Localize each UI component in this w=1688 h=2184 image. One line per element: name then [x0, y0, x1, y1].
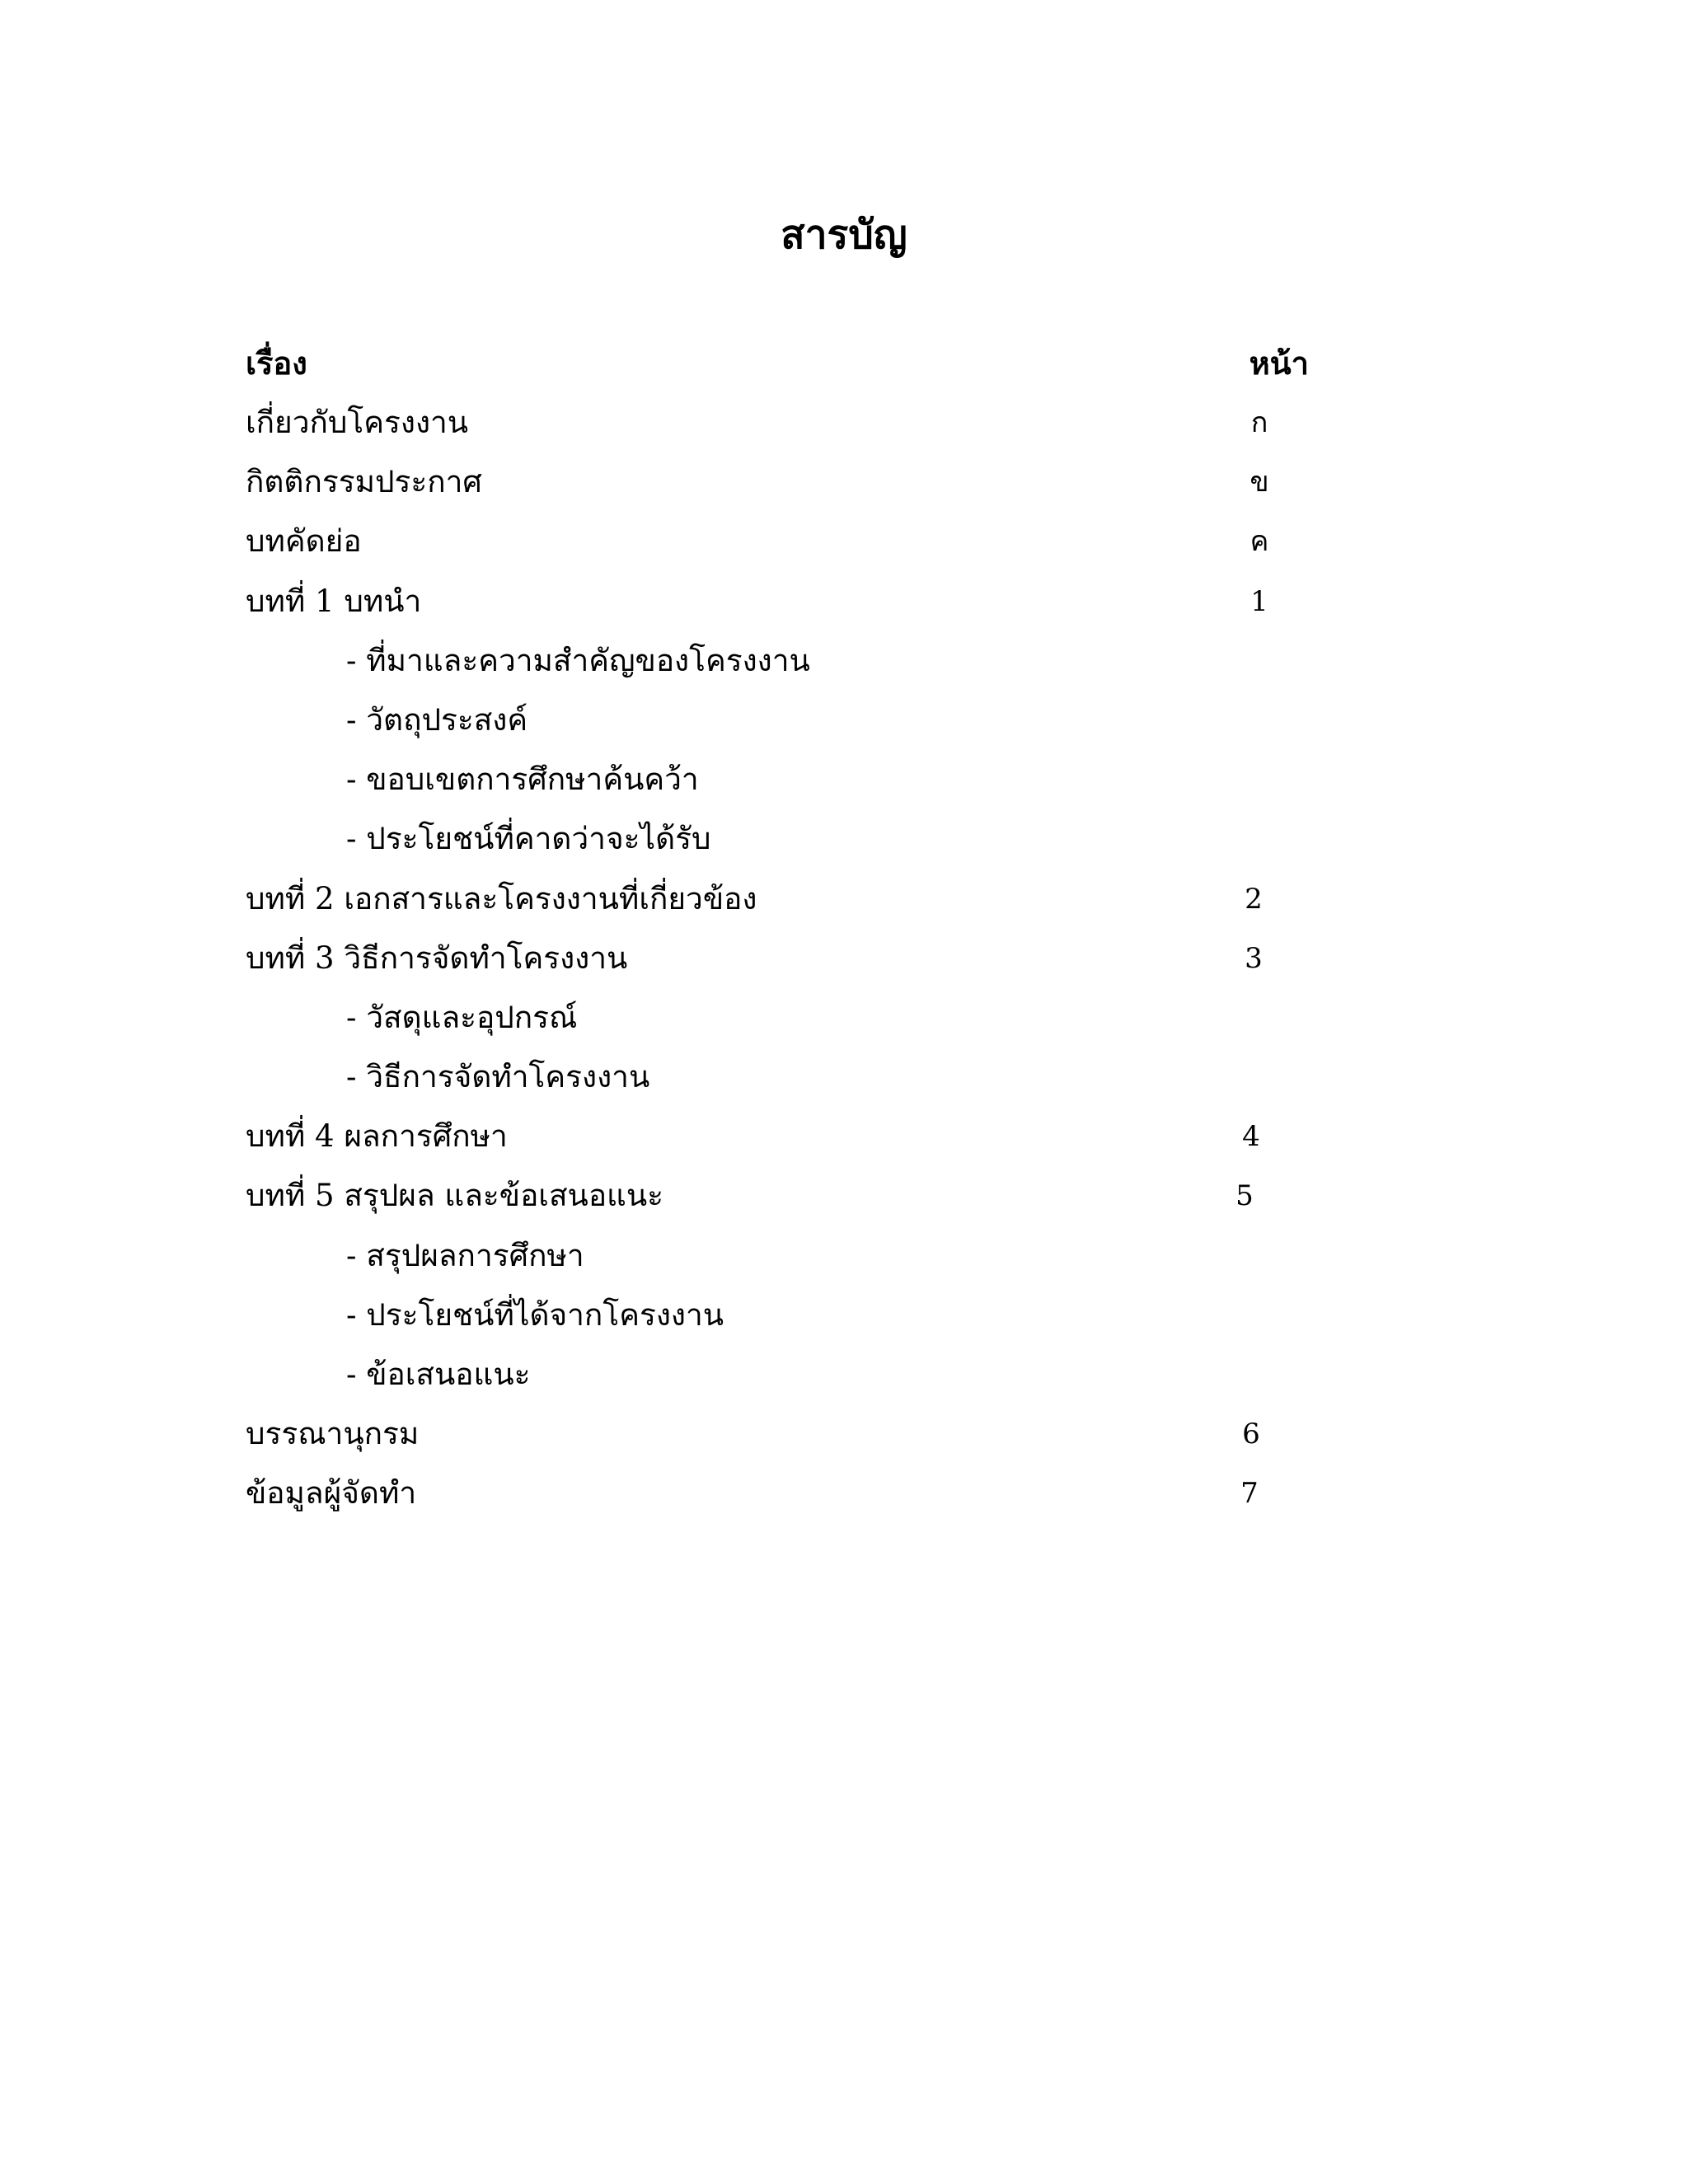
table-of-contents [246, 393, 1309, 1524]
toc-subentry-label: - ประโยชน์ที่คาดว่าจะได้รับ [346, 821, 711, 857]
toc-entry-page: 2 [1245, 882, 1263, 916]
toc-entry-page: ก [1250, 406, 1268, 439]
toc-subentry [246, 750, 1309, 809]
toc-entry-label: บทที่ 4 ผลการศึกษา [246, 1118, 508, 1155]
toc-entry [246, 393, 1309, 452]
toc-subentry-label: - ที่มาและความสำคัญของโครงงาน [346, 642, 810, 678]
toc-entry-label: บทคัดย่อ [246, 523, 362, 560]
toc-entry [246, 929, 1309, 988]
toc-subentry-label: - วัสดุและอุปกรณ์ [346, 999, 578, 1035]
toc-entry-page: 4 [1242, 1120, 1260, 1154]
toc-entry-page: 1 [1250, 584, 1268, 618]
toc-entry [246, 1107, 1309, 1166]
toc-header-page: หน้า [1249, 344, 1309, 382]
toc-entry [246, 869, 1309, 929]
toc-subentry-label: - ประโยชน์ที่ได้จากโครงงาน [346, 1296, 724, 1333]
toc-entry-label: บรรณานุกรม [246, 1416, 420, 1452]
toc-subentry-label: - ข้อเสนอแนะ [346, 1357, 531, 1392]
toc-entry-label: ข้อมูลผู้จัดทำ [246, 1475, 417, 1511]
toc-subentry [246, 631, 1309, 691]
toc-entry [246, 572, 1309, 631]
toc-entry-label: เกี่ยวกับโครงงาน [246, 405, 469, 440]
toc-entry-label: บทที่ 3 วิธีการจัดทำโครงงาน [246, 940, 628, 976]
toc-subentry-label: - สรุปผลการศึกษา [346, 1237, 584, 1273]
toc-entry-label: กิตติกรรมประกาศ [246, 464, 482, 500]
toc-entry [246, 1404, 1309, 1464]
toc-entry-page: 6 [1242, 1418, 1260, 1451]
toc-entry-page: 3 [1245, 941, 1263, 975]
toc-subentry [246, 809, 1309, 869]
toc-subentry-label: - วัตถุประสงค์ [346, 701, 528, 738]
toc-entry-page: ข [1250, 466, 1269, 499]
toc-entry [246, 1464, 1309, 1523]
toc-entry-page: ค [1250, 525, 1269, 559]
toc-subentry [246, 1345, 1309, 1404]
toc-subentry-label: - ขอบเขตการศึกษาค้นคว้า [346, 762, 699, 798]
toc-entry-label: บทที่ 1 บทนำ [246, 583, 422, 619]
toc-entry-label: บทที่ 2 เอกสารและโครงงานที่เกี่ยวข้อง [246, 880, 757, 916]
toc-subentry [246, 988, 1309, 1047]
page-title: สารบัญ [781, 212, 907, 258]
toc-header-topic: เรื่อง [246, 344, 307, 382]
toc-subentry [246, 691, 1309, 750]
toc-subentry [246, 1286, 1309, 1345]
toc-entry [246, 1166, 1309, 1226]
toc-subentry-label: - วิธีการจัดทำโครงงาน [346, 1059, 650, 1095]
toc-entry-label: บทที่ 5 สรุปผล และข้อเสนอแนะ [246, 1178, 664, 1214]
toc-header [246, 334, 1309, 393]
toc-entry [246, 452, 1309, 512]
toc-subentry [246, 1226, 1309, 1286]
toc-entry-page: 5 [1236, 1179, 1254, 1213]
toc-subentry [246, 1047, 1309, 1107]
toc-entry-page: 7 [1240, 1477, 1259, 1511]
toc-entry [246, 512, 1309, 571]
